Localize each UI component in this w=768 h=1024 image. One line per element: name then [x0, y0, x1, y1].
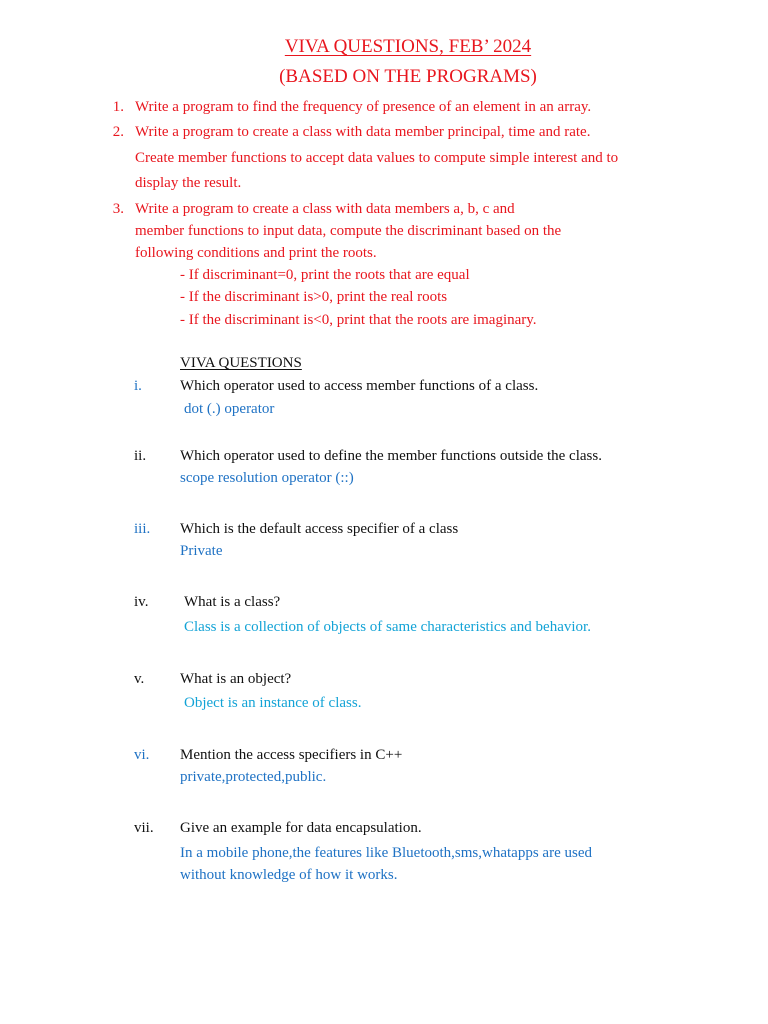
question-text: Which operator used to access member functions of a class. — [180, 378, 539, 394]
program-text-line: Write a program to create a class with data member principal, time and rate. — [135, 124, 591, 140]
answer-text: private,protected,public. — [180, 769, 327, 785]
question-text: What is an object? — [180, 671, 292, 687]
question-numeral: vii. — [134, 820, 154, 836]
question-text: Which is the default access specifier of a class — [180, 521, 459, 537]
answer-text-line: In a mobile phone,the features like Bluetooth,sms,whatapps are used — [180, 845, 592, 861]
answer-text: scope resolution operator (::) — [180, 470, 354, 486]
condition-item: - If discriminant=0, print the roots that are equal — [180, 267, 470, 283]
program-text-line: display the result. — [135, 175, 242, 191]
condition-item: - If the discriminant is<0, print that the roots are imaginary. — [180, 312, 537, 328]
program-number: 2. — [112, 124, 124, 140]
question-numeral: ii. — [134, 448, 147, 464]
question-text: Which operator used to define the member functions outside the class. — [180, 448, 602, 464]
question-numeral: iv. — [134, 594, 149, 610]
answer-text: Object is an instance of class. — [184, 695, 362, 711]
question-numeral: vi. — [134, 747, 150, 763]
document-subtitle: (BASED ON THE PROGRAMS) — [279, 66, 537, 87]
program-text-line: Create member functions to accept data values to compute simple interest and to — [135, 150, 619, 166]
question-numeral: i. — [134, 378, 142, 394]
question-text: Give an example for data encapsulation. — [180, 820, 422, 836]
program-number: 1. — [112, 99, 124, 115]
answer-text: Private — [180, 543, 223, 559]
document-title: VIVA QUESTIONS, FEB’ 2024 — [284, 36, 532, 57]
program-number: 3. — [112, 201, 124, 217]
question-text: Mention the access specifiers in C++ — [180, 747, 403, 763]
viva-heading: VIVA QUESTIONS — [180, 355, 302, 371]
program-text-line: Write a program to create a class with data members a, b, c and — [135, 201, 515, 217]
question-numeral: iii. — [134, 521, 151, 537]
program-text-line: member functions to input data, compute the discriminant based on the — [135, 223, 562, 239]
question-numeral: v. — [134, 671, 145, 687]
answer-text: Class is a collection of objects of same characteristics and behavior. — [184, 619, 591, 635]
answer-text: dot (.) operator — [184, 401, 275, 417]
program-text-line: following conditions and print the roots. — [135, 245, 377, 261]
answer-text-line: without knowledge of how it works. — [180, 867, 398, 883]
condition-item: - If the discriminant is>0, print the real roots — [180, 289, 448, 305]
question-text: What is a class? — [184, 594, 281, 610]
program-text-line: Write a program to find the frequency of presence of an element in an array. — [135, 99, 592, 115]
